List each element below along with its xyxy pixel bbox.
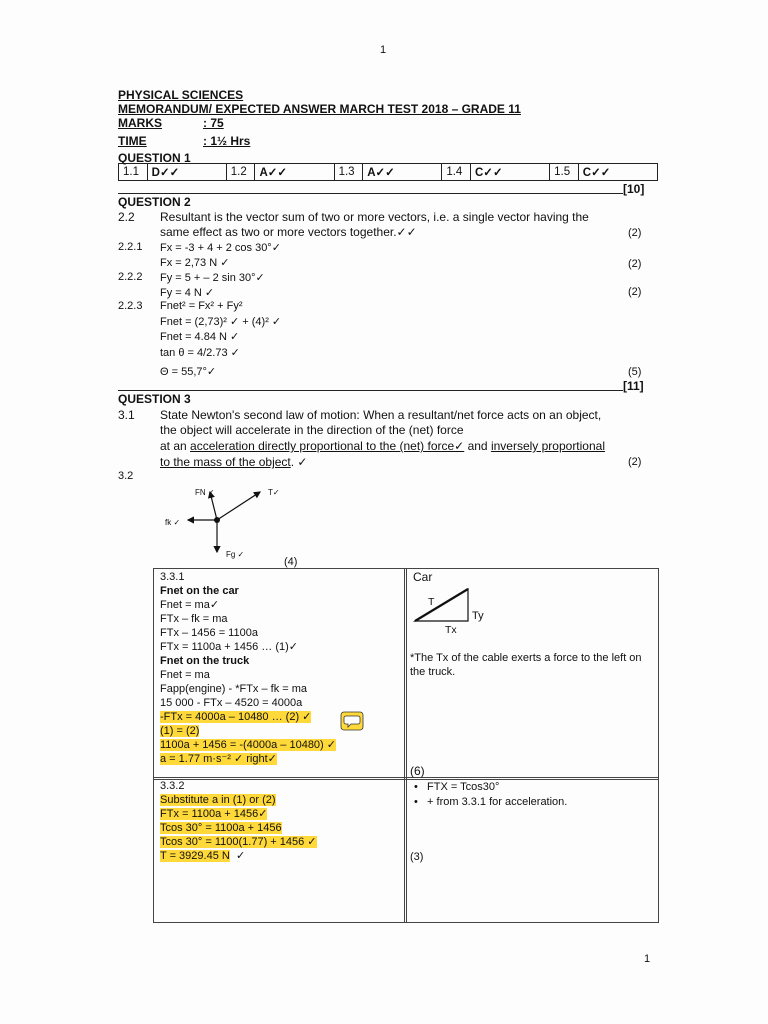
page-number-bottom: 1 (644, 953, 651, 965)
q3-3-1-highlight-line: 1100a + 1456 = -(4000a – 10480) ✓ (160, 739, 336, 751)
q1-num: 1.3 (334, 164, 363, 181)
q1-num: 1.5 (550, 164, 579, 181)
q2-2-line2: same effect as two or more vectors together.✓✓ (160, 225, 417, 239)
q3-3-2-line: FTx = 1100a + 1456✓ (160, 808, 268, 820)
q3-1-line3-d: inversely proportional (490, 439, 605, 453)
question-1-heading: QUESTION 1 (118, 151, 191, 165)
triangle-label-tx: Tx (445, 624, 457, 636)
question-2-heading: QUESTION 2 (118, 195, 191, 209)
q3-3-1-marks: (6) (410, 764, 425, 778)
time-value: : 1½ Hrs (203, 134, 251, 148)
comment-icon[interactable] (340, 711, 364, 731)
q3-1-marks: (2) (628, 456, 642, 468)
label-t: T✓ (268, 488, 280, 497)
q1-answer-table (118, 163, 658, 181)
q3-3-2-bullet-2-text: + from 3.3.1 for acceleration. (427, 796, 568, 808)
q2-2-marks: (2) (628, 227, 642, 239)
q3-3-2-line: Substitute a in (1) or (2) (160, 794, 276, 806)
q3-3-2-number: 3.3.2 (160, 780, 185, 792)
q3-3-1-line: FTx – 1456 = 1100a (160, 627, 258, 639)
q3-3-1-content (160, 570, 336, 766)
q3-1-line4-b: . ✓ (290, 455, 308, 469)
q3-3-1-line: FTx = 1100a + 1456 … (1)✓ (160, 641, 299, 653)
q3-2-number: 3.2 (118, 470, 134, 482)
tension-arrow (217, 492, 260, 520)
label-fn: FN ✓ (195, 488, 215, 497)
q1-ans: A✓✓ (255, 164, 334, 181)
q2-2-line1: Resultant is the vector sum of two or more vectors, i.e. a single vector having the (160, 210, 589, 224)
q2-2-3-line1: Fnet² = Fx² + Fy² (160, 300, 243, 312)
q3-2-marks: (4) (284, 556, 298, 568)
q2-2-3-line2: Fnet = (2,73)² ✓ + (4)² ✓ (160, 316, 282, 328)
q2-2-3-line4: tan θ = 4/2.73 ✓ (160, 347, 240, 359)
q2-total: [11] (623, 379, 644, 393)
q2-2-2-line1: Fy = 5 + – 2 sin 30°✓ (160, 272, 265, 284)
q1-num: 1.4 (442, 164, 471, 181)
q2-2-1-marks: (2) (628, 258, 642, 270)
tension-triangle (410, 585, 480, 625)
q3-1-line3-a: at an (160, 439, 191, 453)
q2-divider (118, 390, 623, 391)
q3-3-1-note: *The Tx of the cable exerts a force to the left on the truck. (410, 652, 642, 678)
q3-1-line3-c: and (464, 439, 491, 453)
q3-3-1-line: 15 000 - FTx – 4520 = 4000a (160, 697, 303, 709)
label-fg: Fg ✓ (226, 550, 245, 559)
label-fk: fk ✓ (165, 518, 181, 527)
q3-3-1-line: FTx – fk = ma (160, 613, 228, 625)
q3-3-2-bullet-1-text: FTX = Tcos30° (427, 781, 500, 793)
q2-2-3-line3: Fnet = 4.84 N ✓ (160, 331, 240, 343)
q3-3-2-bullet-1: • FTX = Tcos30° (414, 781, 500, 793)
time-label: TIME (118, 134, 147, 148)
q3-3-1-line: Fnet on the car (160, 585, 239, 597)
q2-2-2-number: 2.2.2 (118, 271, 143, 283)
q2-2-1-line1: Fx = -3 + 4 + 2 cos 30°✓ (160, 242, 281, 254)
q3-3-2-content (160, 779, 317, 863)
page-number-top: 1 (380, 44, 387, 56)
q1-ans: C✓✓ (471, 164, 550, 181)
q1-ans: A✓✓ (363, 164, 442, 181)
q3-3-1-highlight-line: (1) = (2) (160, 725, 200, 737)
q3-1-line2: the object will accelerate in the direction of the (net) force (160, 423, 464, 437)
q3-3-2-line: Tcos 30° = 1100a + 1456 (160, 822, 282, 834)
q3-3-1-number: 3.3.1 (160, 571, 185, 583)
q3-3-2-marks: (3) (410, 851, 424, 863)
q3-3-1-line: Fnet = ma✓ (160, 599, 220, 611)
q3-1-number: 3.1 (118, 408, 135, 422)
q3-3-1-highlight-line: a = 1.77 m·s⁻² ✓ right✓ (160, 753, 277, 765)
q3-3-1-highlight-line: -FTx = 4000a – 10480 … (2) ✓ (160, 711, 312, 723)
q1-num: 1.1 (119, 164, 148, 181)
marks-value: : 75 (203, 116, 224, 130)
q2-2-2-line2: Fy = 4 N ✓ (160, 287, 215, 299)
q2-2-number: 2.2 (118, 210, 135, 224)
q3-1-line4-a: to the mass of the object (160, 455, 291, 469)
subject-heading: PHYSICAL SCIENCES (118, 88, 244, 102)
q1-total: [10] (623, 182, 645, 196)
q1-divider (118, 193, 623, 194)
q3-3-2-bullet-2: • + from 3.3.1 for acceleration. (414, 796, 568, 808)
q2-2-3-line5: Θ = 55,7°✓ (160, 366, 217, 378)
q3-3-2-tick: ✓ (235, 850, 246, 862)
q2-2-1-line2: Fx = 2,73 N ✓ (160, 257, 230, 269)
q3-3-2-line: Tcos 30° = 1100(1.77) + 1456 ✓ (160, 836, 317, 848)
q3-3-2-line: T = 3929.45 N (160, 850, 230, 862)
question-3-heading: QUESTION 3 (118, 392, 191, 406)
q2-2-3-marks: (5) (628, 366, 642, 378)
q2-2-3-number: 2.2.3 (118, 300, 143, 312)
q3-1-line3 (160, 439, 605, 453)
q3-1-line1: State Newton's second law of motion: When a resultant/net force acts on an object, (160, 408, 602, 422)
q3-3-1-line: Fnet on the truck (160, 655, 250, 667)
marks-label: MARKS (118, 116, 162, 130)
q1-ans: C✓✓ (578, 164, 657, 181)
q1-num: 1.2 (226, 164, 255, 181)
q2-2-2-marks: (2) (628, 286, 642, 298)
q2-2-1-number: 2.2.1 (118, 241, 143, 253)
q3-3-1-line: Fnet = ma (160, 669, 210, 681)
q1-ans: D✓✓ (147, 164, 226, 181)
triangle-label-ty: Ty (472, 610, 484, 622)
car-label: Car (413, 570, 433, 584)
memo-title: MEMORANDUM/ EXPECTED ANSWER MARCH TEST 2018 – GRADE 11 (118, 102, 521, 116)
q3-1-line3-b: acceleration directly proportional to the (net) force✓ (190, 439, 465, 453)
q3-1-line4 (160, 455, 307, 469)
triangle-label-t: T (428, 596, 435, 608)
q3-3-1-line: Fapp(engine) - *FTx – fk = ma (160, 683, 308, 695)
